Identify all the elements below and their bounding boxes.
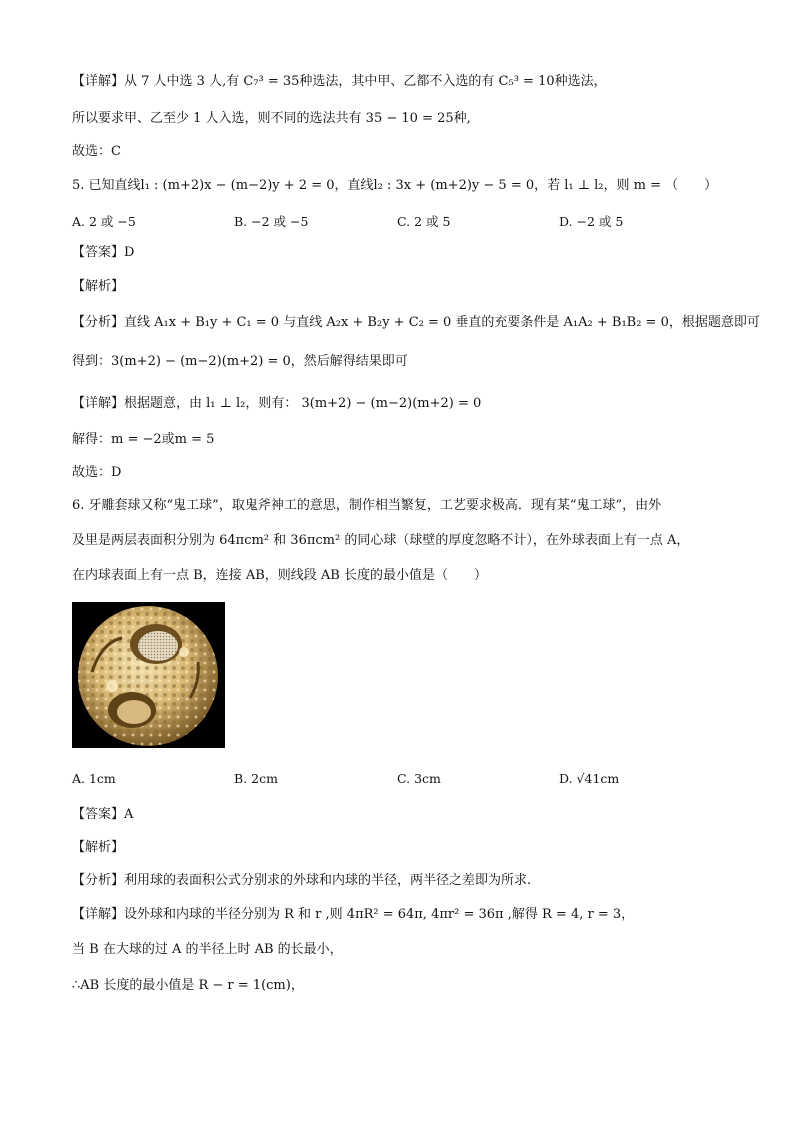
ivory-ball-photo <box>72 602 225 748</box>
q6-option-c: C. 3cm <box>397 771 441 786</box>
q6-answer: 【答案】A <box>72 807 134 822</box>
q6-detail-line-3: ∴AB 长度的最小值是 R − r = 1(cm)， <box>72 978 304 993</box>
q5-option-d: D. −2 或 5 <box>559 214 624 229</box>
q5-answer: 【答案】D <box>72 245 135 260</box>
q5-analysis-line-2: 得到：3(m+2) − (m−2)(m+2) = 0，然后解得结果即可 <box>72 354 408 369</box>
q6-analysis-title: 【解析】 <box>72 840 125 855</box>
q6-option-b: B. 2cm <box>234 771 278 786</box>
q5-stem: 5. 已知直线l₁ : (m+2)x − (m−2)y + 2 = 0，直线l₂ : 3x + (m+2)y − 5 = 0，若 l₁ ⊥ l₂，则 m = （ ） <box>72 178 718 193</box>
q5-option-a: A. 2 或 −5 <box>72 214 136 229</box>
q4-detail-line-1: 【详解】从 7 人中选 3 人,有 C₇³ = 35种选法，其中甲、乙都不入选的有 C₅³ = 10种选法， <box>72 74 607 89</box>
q6-analysis: 【分析】利用球的表面积公式分别求的外球和内球的半径，两半径之差即为所求. <box>72 873 532 888</box>
q5-choice: 故选：D <box>72 465 122 480</box>
q6-stem-line-3: 在内球表面上有一点 B，连接 AB，则线段 AB 长度的最小值是（ ） <box>72 568 487 583</box>
q6-detail-line-2: 当 B 在大球的过 A 的半径上时 AB 的长最小， <box>72 942 343 957</box>
q6-stem-line-2: 及里是两层表面积分别为 64πcm² 和 36πcm² 的同心球（球壁的厚度忽略不计），在外球表面上有一点 A， <box>72 533 690 548</box>
q6-option-d: D. √41cm <box>559 771 620 786</box>
q5-detail: 【详解】根据题意，由 l₁ ⊥ l₂，则有： 3(m+2) − (m−2)(m+2) = 0 <box>72 396 482 411</box>
q5-analysis-title: 【解析】 <box>72 279 125 294</box>
q5-option-b: B. −2 或 −5 <box>234 214 309 229</box>
q5-solution: 解得：m = −2或m = 5 <box>72 432 215 447</box>
q6-stem-line-1: 6. 牙雕套球又称“鬼工球”，取鬼斧神工的意思，制作相当繁复，工艺要求极高．现有某“鬼工球”，由外 <box>72 498 662 513</box>
q5-option-c: C. 2 或 5 <box>397 214 451 229</box>
q5-analysis-line-1: 【分析】直线 A₁x + B₁y + C₁ = 0 与直线 A₂x + B₂y + C₂ = 0 垂直的充要条件是 A₁A₂ + B₁B₂ = 0，根据题意即可 <box>72 315 760 330</box>
q6-option-a: A. 1cm <box>72 771 116 786</box>
q4-detail-line-2: 所以要求甲、乙至少 1 人入选，则不同的选法共有 35 − 10 = 25种, <box>72 111 471 126</box>
q6-detail-line-1: 【详解】设外球和内球的半径分别为 R 和 r ,则 4πR² = 64π, 4πr² = 36π ,解得 R = 4, r = 3， <box>72 907 635 922</box>
q4-choice: 故选：C <box>72 144 121 159</box>
